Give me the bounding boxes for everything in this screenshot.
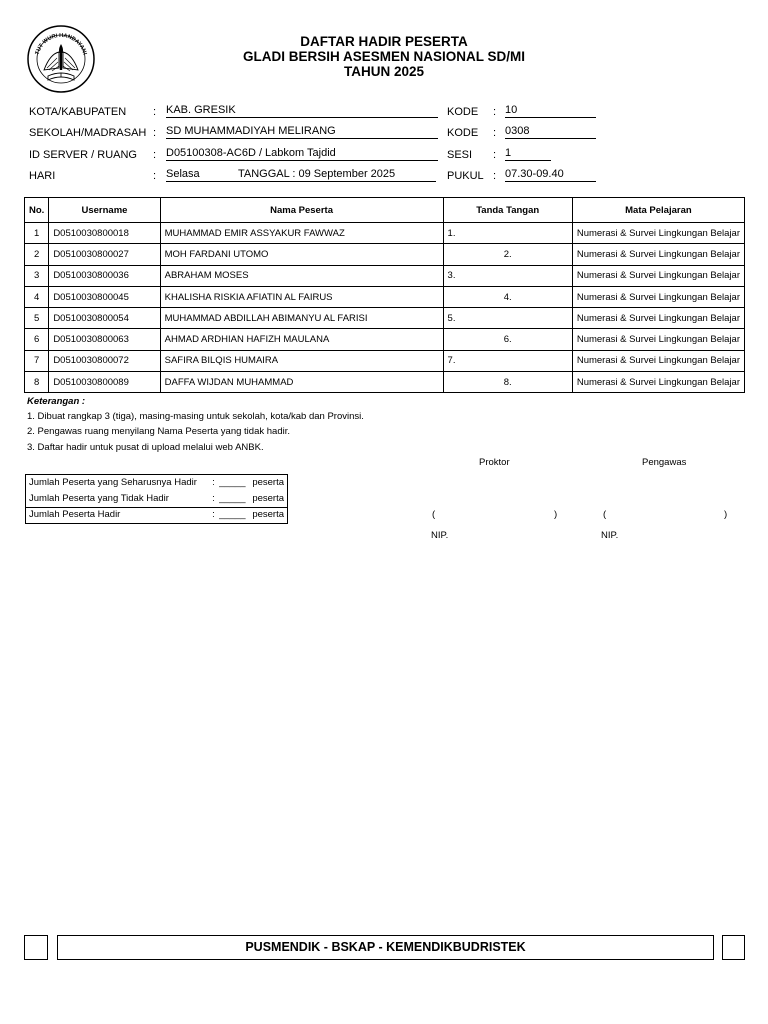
sekolah-label: SEKOLAH/MADRASAH	[29, 127, 147, 139]
colon: :	[493, 106, 497, 118]
header-no: No.	[25, 198, 49, 223]
row-mapel: Numerasi & Survei Lingkungan Belajar	[572, 372, 744, 393]
row-nama: SAFIRA BILQIS HUMAIRA	[160, 350, 443, 371]
colon: :	[153, 149, 157, 161]
row-nama: MOH FARDANI UTOMO	[160, 244, 443, 265]
summary-blank: _____	[219, 508, 246, 520]
row-nama: MUHAMMAD EMIR ASSYAKUR FAWWAZ	[160, 223, 443, 244]
pukul-value: 07.30-09.40	[505, 168, 596, 182]
attendance-table	[24, 197, 745, 393]
row-username: D0510030800063	[49, 329, 160, 350]
summary-row	[25, 490, 288, 506]
table-row	[25, 265, 745, 286]
table-row	[25, 308, 745, 329]
note-item: 3. Daftar hadir untuk pusat di upload melalui web ANBK.	[27, 442, 264, 453]
table-row	[25, 286, 745, 307]
sesi-label: SESI	[447, 149, 473, 161]
row-no: 3	[25, 265, 49, 286]
hari-value: Selasa	[166, 168, 238, 182]
row-mapel: Numerasi & Survei Lingkungan Belajar	[572, 223, 744, 244]
row-signature: 1.	[443, 223, 572, 244]
row-mapel: Numerasi & Survei Lingkungan Belajar	[572, 308, 744, 329]
colon: :	[493, 170, 497, 182]
kota-value: KAB. GRESIK	[166, 104, 438, 118]
table-row	[25, 329, 745, 350]
header-username: Username	[49, 198, 160, 223]
pukul-label: PUKUL	[447, 170, 484, 182]
row-no: 5	[25, 308, 49, 329]
row-nama: AHMAD ARDHIAN HAFIZH MAULANA	[160, 329, 443, 350]
row-mapel: Numerasi & Survei Lingkungan Belajar	[572, 265, 744, 286]
row-nama: MUHAMMAD ABDILLAH ABIMANYU AL FARISI	[160, 308, 443, 329]
summary-blank: _____	[219, 476, 246, 488]
summary-row	[25, 506, 288, 522]
row-no: 2	[25, 244, 49, 265]
pengawas-nip: NIP.	[601, 530, 619, 541]
row-username: D0510030800072	[49, 350, 160, 371]
colon: :	[153, 170, 157, 182]
header-nama: Nama Peserta	[160, 198, 443, 223]
header-tanda: Tanda Tangan	[443, 198, 572, 223]
row-nama: DAFFA WIJDAN MUHAMMAD	[160, 372, 443, 393]
row-mapel: Numerasi & Survei Lingkungan Belajar	[572, 286, 744, 307]
summary-label: Jumlah Peserta yang Seharusnya Hadir	[29, 476, 197, 488]
colon: :	[153, 127, 157, 139]
title-line-1: DAFTAR HADIR PESERTA	[300, 34, 468, 49]
proktor-close-paren: )	[554, 509, 558, 520]
summary-row	[25, 474, 288, 490]
row-username: D0510030800036	[49, 265, 160, 286]
title-line-2: GLADI BERSIH ASESMEN NASIONAL SD/MI	[242, 49, 526, 64]
tanggal-value: TANGGAL : 09 September 2025	[238, 168, 436, 182]
row-no: 4	[25, 286, 49, 307]
row-signature: 4.	[443, 286, 572, 307]
row-username: D0510030800089	[49, 372, 160, 393]
row-username: D0510030800027	[49, 244, 160, 265]
pengawas-label: Pengawas	[642, 457, 687, 468]
pengawas-close-paren: )	[724, 509, 728, 520]
notes-title: Keterangan :	[27, 396, 86, 407]
summary-colon: :	[212, 492, 215, 504]
pengawas-open-paren: (	[603, 509, 607, 520]
row-signature: 3.	[443, 265, 572, 286]
summary-label: Jumlah Peserta Hadir	[29, 508, 121, 520]
row-mapel: Numerasi & Survei Lingkungan Belajar	[572, 329, 744, 350]
kode1-label: KODE	[447, 106, 479, 118]
row-signature: 5.	[443, 308, 572, 329]
footer-right-box	[722, 935, 745, 960]
summary-blank: _____	[219, 492, 246, 504]
summary-colon: :	[212, 508, 215, 520]
summary-unit: peserta	[252, 476, 284, 488]
row-signature: 7.	[443, 350, 572, 371]
proktor-nip: NIP.	[431, 530, 449, 541]
kode2-value: 0308	[505, 125, 596, 139]
title-line-3: TAHUN 2025	[343, 64, 425, 79]
row-no: 8	[25, 372, 49, 393]
row-no: 6	[25, 329, 49, 350]
colon: :	[493, 149, 497, 161]
table-row	[25, 350, 745, 371]
hari-label: HARI	[29, 170, 56, 182]
row-mapel: Numerasi & Survei Lingkungan Belajar	[572, 350, 744, 371]
sesi-value: 1	[505, 147, 551, 161]
row-nama: KHALISHA RISKIA AFIATIN AL FAIRUS	[160, 286, 443, 307]
sekolah-value: SD MUHAMMADIYAH MELIRANG	[166, 125, 438, 139]
note-item: 1. Dibuat rangkap 3 (tiga), masing-masing untuk sekolah, kota/kab dan Provinsi.	[27, 411, 364, 422]
row-username: D0510030800054	[49, 308, 160, 329]
row-no: 1	[25, 223, 49, 244]
table-row	[25, 223, 745, 244]
footer-left-box	[24, 935, 48, 960]
footer-text: PUSMENDIK - BSKAP - KEMENDIKBUDRISTEK	[57, 935, 714, 960]
summary-colon: :	[212, 476, 215, 488]
colon: :	[493, 127, 497, 139]
kota-label: KOTA/KABUPATEN	[29, 106, 127, 118]
row-username: D0510030800045	[49, 286, 160, 307]
server-value: D05100308-AC6D / Labkom Tajdid	[166, 147, 438, 161]
table-row	[25, 372, 745, 393]
summary-table	[25, 474, 288, 522]
table-header-row	[25, 198, 745, 223]
server-label: ID SERVER / RUANG	[29, 149, 137, 161]
tut-wuri-handayani-logo	[26, 24, 96, 94]
row-mapel: Numerasi & Survei Lingkungan Belajar	[572, 244, 744, 265]
proktor-label: Proktor	[479, 457, 510, 468]
kode1-value: 10	[505, 104, 596, 118]
row-no: 7	[25, 350, 49, 371]
colon: :	[153, 106, 157, 118]
svg-text:TUT WURI HANDAYANI: TUT WURI HANDAYANI	[34, 32, 88, 56]
note-item: 2. Pengawas ruang menyilang Nama Peserta yang tidak hadir.	[27, 426, 290, 437]
row-nama: ABRAHAM MOSES	[160, 265, 443, 286]
proktor-open-paren: (	[432, 509, 436, 520]
header-mapel: Mata Pelajaran	[572, 198, 744, 223]
row-signature: 8.	[443, 372, 572, 393]
summary-unit: peserta	[252, 508, 284, 520]
row-signature: 6.	[443, 329, 572, 350]
row-username: D0510030800018	[49, 223, 160, 244]
summary-label: Jumlah Peserta yang Tidak Hadir	[29, 492, 169, 504]
table-row	[25, 244, 745, 265]
kode2-label: KODE	[447, 127, 479, 139]
summary-unit: peserta	[252, 492, 284, 504]
row-signature: 2.	[443, 244, 572, 265]
